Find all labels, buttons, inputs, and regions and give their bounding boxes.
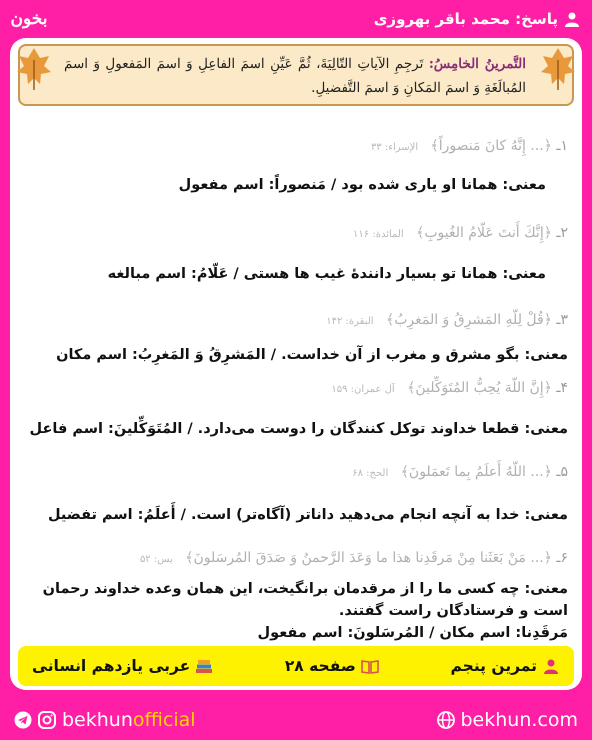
verse-line: [24, 221, 568, 245]
quran-verse: ﴿إِنَّ اللّهَ يُحِبُّ المُتَوَكِّلينَ﴾: [407, 380, 552, 396]
item-meaning: معنی: چه کسی ما را از مرقدمان برانگیخت، این همان وعده خداوند رحمان است و فرستادگان راست گفتند.: [42, 581, 568, 619]
verse-reference: الحج: ۶۸: [352, 468, 389, 479]
exercise-info-bar: [18, 646, 574, 686]
instagram-icon[interactable]: [38, 711, 56, 729]
verse-line: [24, 546, 568, 570]
item-number: ۵ـ: [556, 464, 568, 480]
exercise-item: [24, 134, 568, 158]
quran-verse: ﴿قُلْ لِلّهِ المَشرِقُ وَ المَغرِبُ﴾: [386, 312, 552, 328]
handle-part-highlight: official: [132, 709, 196, 731]
item-meaning: معنی: همانا او یاری شده بود / مَنصوراً: اسم مفعول: [178, 177, 546, 193]
verse-line: [24, 134, 568, 158]
verse-line: [24, 376, 568, 400]
item-meaning: معنی: بگو مشرق و مغرب از آن خداست. / المَشرِقُ وَ المَغرِبُ: اسم مکان: [56, 347, 568, 363]
brand-logo-text: بخون: [10, 9, 48, 29]
social-handle[interactable]: [14, 709, 196, 731]
verse-reference: البقرة: ۱۴۲: [326, 316, 374, 327]
item-number: ۶ـ: [556, 550, 568, 566]
social-footer: [0, 700, 592, 740]
page-number: [285, 657, 379, 675]
telegram-icon[interactable]: [14, 711, 32, 729]
book-title-text: عربی یازدهم انسانی: [32, 657, 191, 675]
exercise-item: [24, 546, 568, 570]
verse-reference: المائدة: ۱۱۶: [353, 229, 404, 240]
student-icon: [542, 658, 560, 674]
content-card: [10, 38, 582, 690]
website-link[interactable]: [437, 709, 579, 731]
quran-verse: ﴿... اللّهُ أَعلَمُ بِما تَعمَلونَ﴾: [400, 464, 552, 480]
item-answer: مَرقَدِنا: اسم مکان / المُرسَلونَ: اسم مفعول: [257, 625, 568, 641]
books-stack-icon: [195, 658, 213, 674]
exercise-item: [24, 221, 568, 245]
verse-reference: يس: ۵۲: [139, 554, 173, 565]
quran-verse: ﴿... مَنْ بَعَثَنا مِنْ مَرقَدِنا هذا ما وَعَدَ الرَّحمنُ وَ صَدَقَ المُرسَلونَ﴾: [185, 550, 552, 566]
open-book-icon: [361, 658, 379, 674]
autumn-leaf-icon: [540, 46, 576, 90]
header: [0, 0, 592, 38]
exercise-item: [24, 460, 568, 484]
exercise-instruction: [18, 44, 574, 106]
handle-part-main: bekhun: [62, 709, 133, 731]
exercise-item: [24, 308, 568, 332]
exercise-label: التَّمرينُ الخامِسُ:: [428, 56, 526, 72]
verse-reference: الإسراء: ۳۳: [370, 142, 419, 153]
exercise-instruction-text: تَرجِمِ الآياتِ التّالِيَةَ، ثُمَّ عَيِّنِ اسمَ الفاعِلِ وَ اسمَ المَفعولِ وَ اسمَ المُبالَغَةِ وَ اسمَ المَكانِ وَ اسمَ التَّفضيلِ.: [64, 56, 526, 96]
exercise-title-text: تمرین پنجم: [450, 657, 537, 675]
item-number: ۲ـ: [556, 225, 568, 241]
brand-logo: [12, 4, 46, 34]
quran-verse: ﴿... إِنَّهُ كانَ مَنصوراً﴾: [430, 138, 552, 154]
book-title: [32, 657, 213, 675]
answer-author: [374, 10, 580, 28]
autumn-leaf-icon: [16, 46, 52, 90]
website-text: bekhun.com: [460, 709, 578, 731]
verse-line: [24, 308, 568, 332]
item-number: ۱ـ: [556, 138, 568, 154]
exercise-title: [451, 657, 561, 675]
answer-author-text: پاسخ: محمد باقر بهروزی: [373, 10, 558, 28]
item-meaning: معنی: همانا تو بسیار دانندهٔ غیب ها هستی / عَلّامُ: اسم مبالغه: [107, 266, 546, 282]
verse-line: [24, 460, 568, 484]
item-meaning: معنی: قطعا خداوند توکل کنندگان را دوست می‌دارد. / المُتَوَكِّلينَ: اسم فاعل: [29, 421, 568, 437]
exercise-item: [24, 376, 568, 400]
user-icon: [564, 11, 580, 27]
quran-verse: ﴿إِنَّكَ أَنتَ عَلّامُ الغُيوبِ﴾: [416, 225, 552, 241]
globe-icon: [437, 711, 455, 729]
item-number: ۴ـ: [556, 380, 568, 396]
item-number: ۳ـ: [556, 312, 568, 328]
verse-reference: آل عمران: ۱۵۹: [331, 384, 395, 395]
page-number-text: صفحه ۲۸: [284, 657, 356, 675]
social-handle-text: [62, 709, 196, 731]
item-meaning: معنی: خدا به آنچه انجام می‌دهید داناتر (آگاه‌تر) است. / أَعلَمُ: اسم تفضیل: [47, 507, 568, 523]
